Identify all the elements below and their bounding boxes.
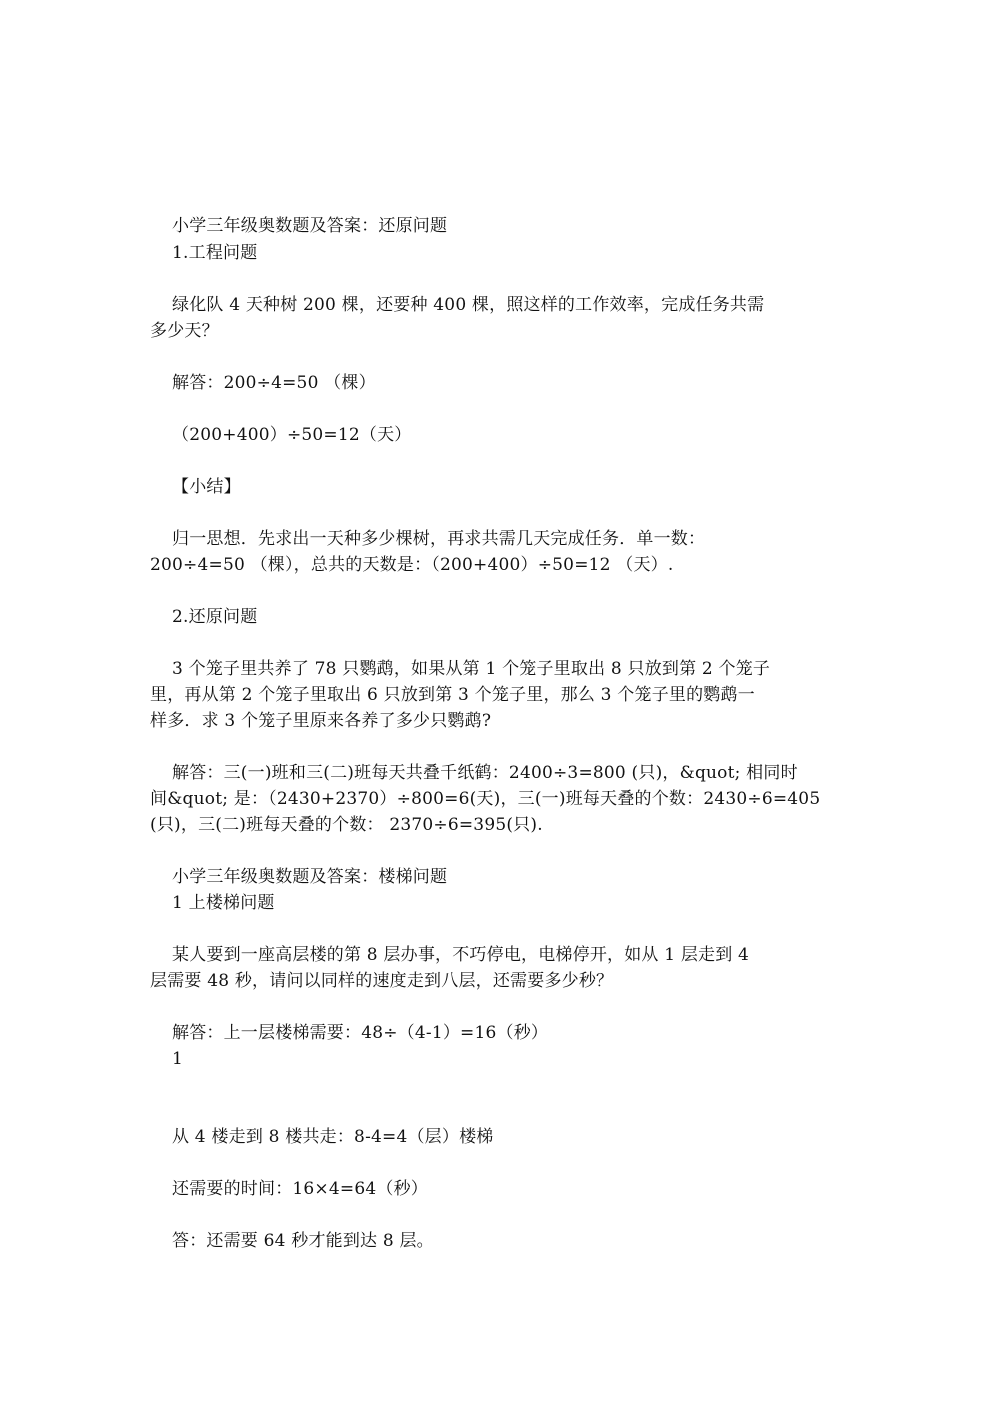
problem3-question-line2: 层需要 48 秒，请问以同样的速度走到八层，还需要多少秒？	[150, 971, 614, 991]
problem1-answer2: （200+400）÷50=12（天）	[172, 425, 412, 445]
problem3-answer3: 还需要的时间：16×4=64（秒）	[172, 1179, 428, 1199]
summary-line1: 归一思想．先求出一天种多少棵树，再求共需几天完成任务．单一数：	[172, 529, 706, 549]
problem1-question-line1: 绿化队 4 天种树 200 棵，还要种 400 棵，照这样的工作效率，完成任务共需	[172, 295, 765, 315]
problem3-heading: 1 上楼梯问题	[172, 893, 275, 913]
problem1-answer1: 解答：200÷4=50 （棵）	[172, 373, 376, 393]
problem3-answer4: 答：还需要 64 秒才能到达 8 层。	[172, 1231, 434, 1251]
problem2-question-line2: 里，再从第 2 个笼子里取出 6 只放到第 3 个笼子里，那么 3 个笼子里的鹦鹉一	[150, 685, 755, 705]
problem3-answer2: 从 4 楼走到 8 楼共走：8-4=4（层）楼梯	[172, 1127, 494, 1147]
problem1-heading: 1.工程问题	[172, 243, 258, 263]
summary-line2: 200÷4=50 （棵），总共的天数是：（200+400）÷50=12 （天）.	[150, 555, 674, 575]
problem2-answer-line1: 解答：三(一)班和三(二)班每天共叠千纸鹤：2400÷3=800 (只)，&quot; 相同时	[172, 763, 798, 783]
problem1-question-line2: 多少天？	[150, 321, 219, 341]
problem3-answer1: 解答：上一层楼梯需要：48÷（4-1）=16（秒）	[172, 1023, 549, 1043]
problem2-answer-line2: 间&quot; 是：（2430+2370）÷800=6(天)，三(一)班每天叠的个数：2430÷6=405	[150, 789, 821, 809]
problem3-question-line1: 某人要到一座高层楼的第 8 层办事，不巧停电，电梯停开，如从 1 层走到 4	[172, 945, 750, 965]
page-number: 1	[172, 1049, 184, 1069]
problem2-question-line3: 样多．求 3 个笼子里原来各养了多少只鹦鹉?	[150, 711, 492, 731]
section1-title: 小学三年级奥数题及答案：还原问题	[172, 216, 448, 236]
problem2-heading: 2.还原问题	[172, 607, 258, 627]
problem2-answer-line3: (只)，三(二)班每天叠的个数： 2370÷6=395(只).	[150, 815, 543, 835]
problem2-question-line1: 3 个笼子里共养了 78 只鹦鹉，如果从第 1 个笼子里取出 8 只放到第 2 个笼子	[172, 659, 771, 679]
summary-label: 【小结】	[172, 477, 241, 497]
section2-title: 小学三年级奥数题及答案：楼梯问题	[172, 867, 448, 887]
